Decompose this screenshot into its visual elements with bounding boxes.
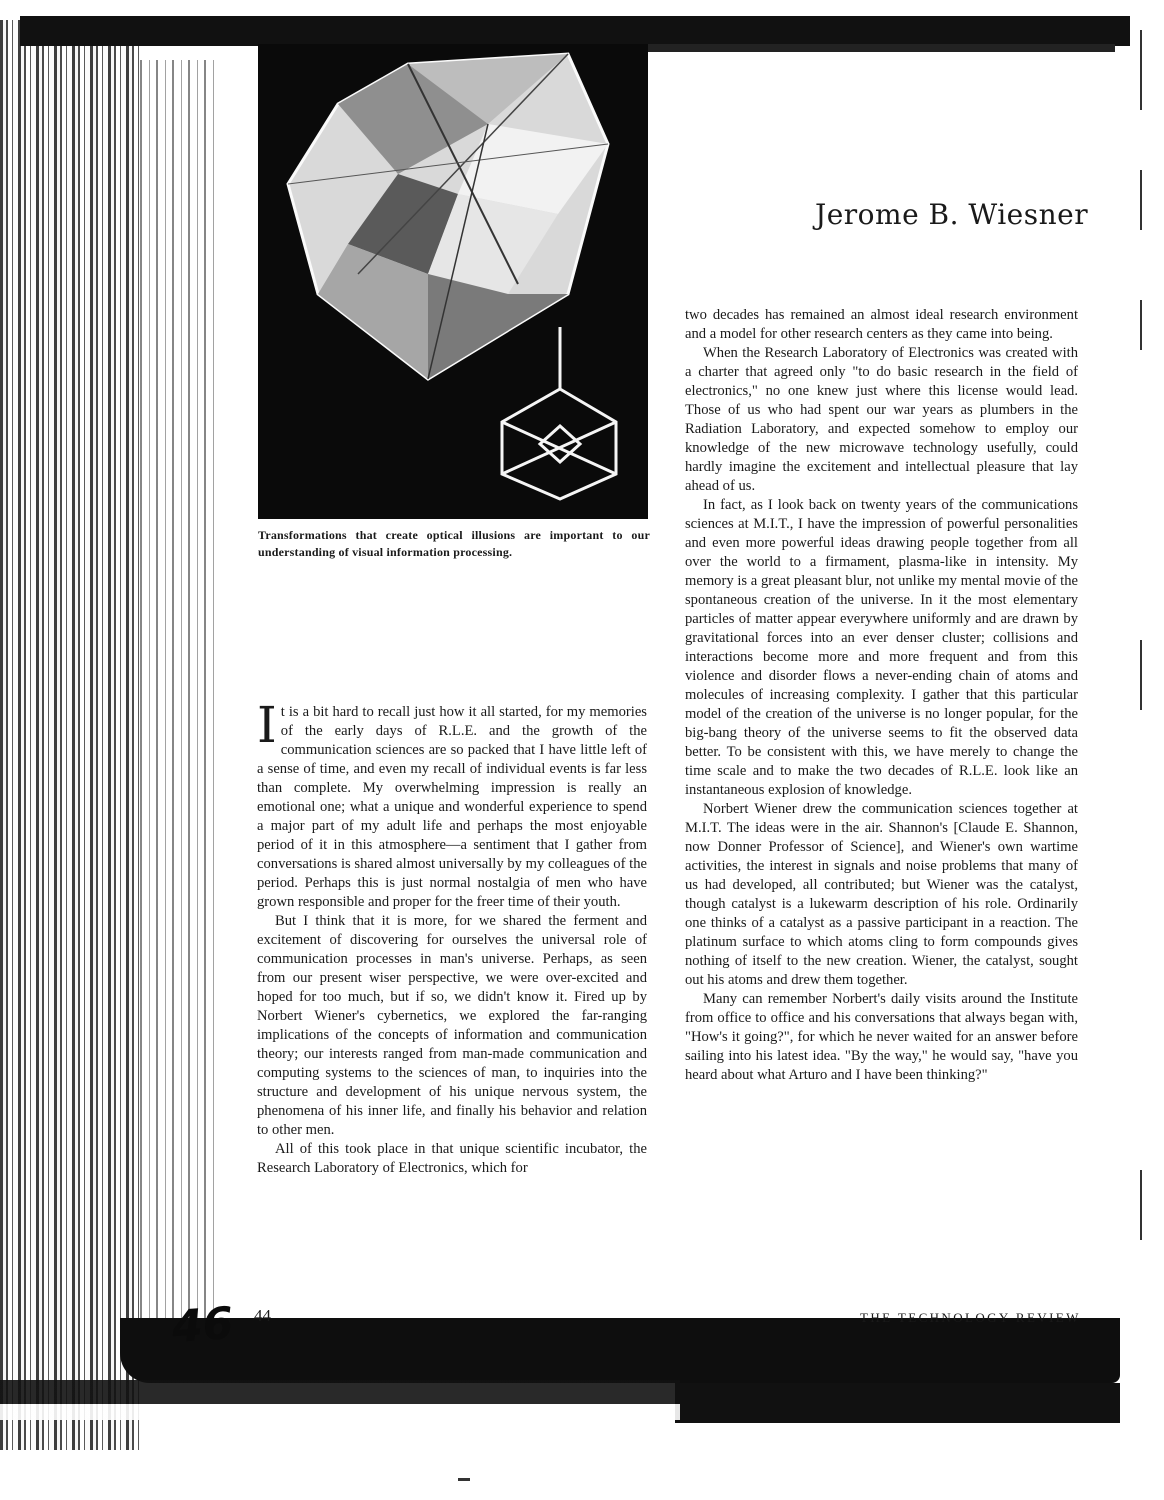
bottom-scan-border-right [675,1383,1120,1423]
top-scan-border [20,16,1130,46]
margin-mark [1140,1170,1142,1240]
journal-name: THE TECHNOLOGY REVIEW [860,1310,1081,1325]
margin-mark [1140,300,1142,350]
scan-mark [458,1478,470,1481]
optical-illusion-photo [258,44,648,519]
margin-mark [1140,30,1142,110]
paragraph: All of this took place in that unique scientific incubator, the Research Laboratory of Electronics, which for [257,1141,647,1176]
left-column [257,696,647,1178]
paragraph: two decades has remained an almost ideal research environment and a model for other research centers as they came into being. [685,307,1078,342]
paragraph: In fact, as I look back on twenty years of the communications sciences at M.I.T., I have the impression of powerful personalities and even more powerful ideas drawing people together from all over the world to a firmament, plasma-like in intensity. My memory is a great pleasant blur, not unlike my mental movie of the spontaneous creation of the universe. In it the most elementary particles of matter appear everywhere uniformly and are drawn by gravitational forces into an ever denser cluster; collisions and interactions become more and more frequent and from this violence and disorder flows a never-ending chain of atoms and molecules of increasing complexity. I gather that this particular model of the creation of the universe is no longer popular, for the big-bang theory of the universe seems to fit the observed data better. To be consistent with this, we have merely to change the time scale and to make the two decades of R.L.E. look like an instantaneous explosion of knowledge. [685,497,1078,798]
right-column [685,306,1078,1085]
gutter-shadow [140,60,215,1340]
paragraph: But I think that it is more, for we shared the ferment and excitement of discovering for ourselves the universal role of communication processes in man's universe. Perhaps, as seen from our present wiser perspective, we were over-excited and hoped for too much, but if so, we didn't know it. Fired up by Norbert Wiener's cybernetics, we explored the far-ranging implications of the concepts of information and communication theory; our interests ranged from man-made communication and computing systems to the sciences of man, to inquiries into the structure and development of his unique nervous system, the phenomena of his inner life, and finally his behavior and relation to other men. [257,913,647,1138]
handwritten-page-number: 46 [170,1297,235,1354]
paragraph: When the Research Laboratory of Electronics was created with a charter that agreed only "to do basic research in the field of electronics," no one knew just where this license would lead. Those of us who had spent our war years as plumbers in the Radiation Laboratory, and expected somehow to employ our knowledge of the new microwave technology usefully, could hardly imagine the excitement and intellectual pleasure that lay ahead of us. [685,345,1078,494]
paragraph: Norbert Wiener drew the communication sciences together at M.I.T. The ideas were in the air. Shannon's [Claude E. Shannon, now Donner Professor of Science], and Wiener's own wartime activities, the interest in signals and noise problems that many of us had developed, all contributed; but Wiener was the catalyst, though catalyst is a lukewarm description of his role. Ordinarily one thinks of a catalyst as a passive participant in a reaction. The platinum surface to which atoms cling to form compounds gives nothing of itself to the new creation. Wiener, the catalyst, sought out his atoms and drew them together. [685,801,1078,988]
figure-caption: Transformations that create optical illusions are important to our understanding of visual information processing. [258,528,650,559]
crystal-illustration [258,44,648,519]
book-spine-shadow [0,20,140,1450]
margin-mark [1140,170,1142,230]
page-number: 44 [254,1306,271,1325]
author-name: Jerome B. Wiesner [815,198,1089,231]
top-scan-border-edge [645,44,1115,52]
drop-cap: I [257,696,277,754]
bottom-scan-border [120,1318,1120,1383]
paragraph: Many can remember Norbert's daily visits around the Institute from office to office and his conversations that always began with, "How's it going?", for which he never waited for an answer before sailing into his latest idea. "By the way," he would say, "have you heard about what Arturo and I have been thinking?" [685,991,1078,1083]
paragraph: It is a bit hard to recall just how it all started, for my memories of the early days of R.L.E. and the growth of the communication sciences are so packed that I have little left of a sense of time, and even my recall of individual events is far less than complete. My overwhelming impression is really an emotional one; what a unique and wonderful experience to spend a major part of my adult life and perhaps the most enjoyable period of it in this atmosphere—a sentiment that I gather from conversations is shared almost universally by my colleagues of the period. Perhaps this is just normal nostalgia of men who have grown responsible and proper for the freer time of their youth. [257,696,647,910]
margin-mark [1140,640,1142,710]
bottom-left-scan-border [0,1380,680,1420]
